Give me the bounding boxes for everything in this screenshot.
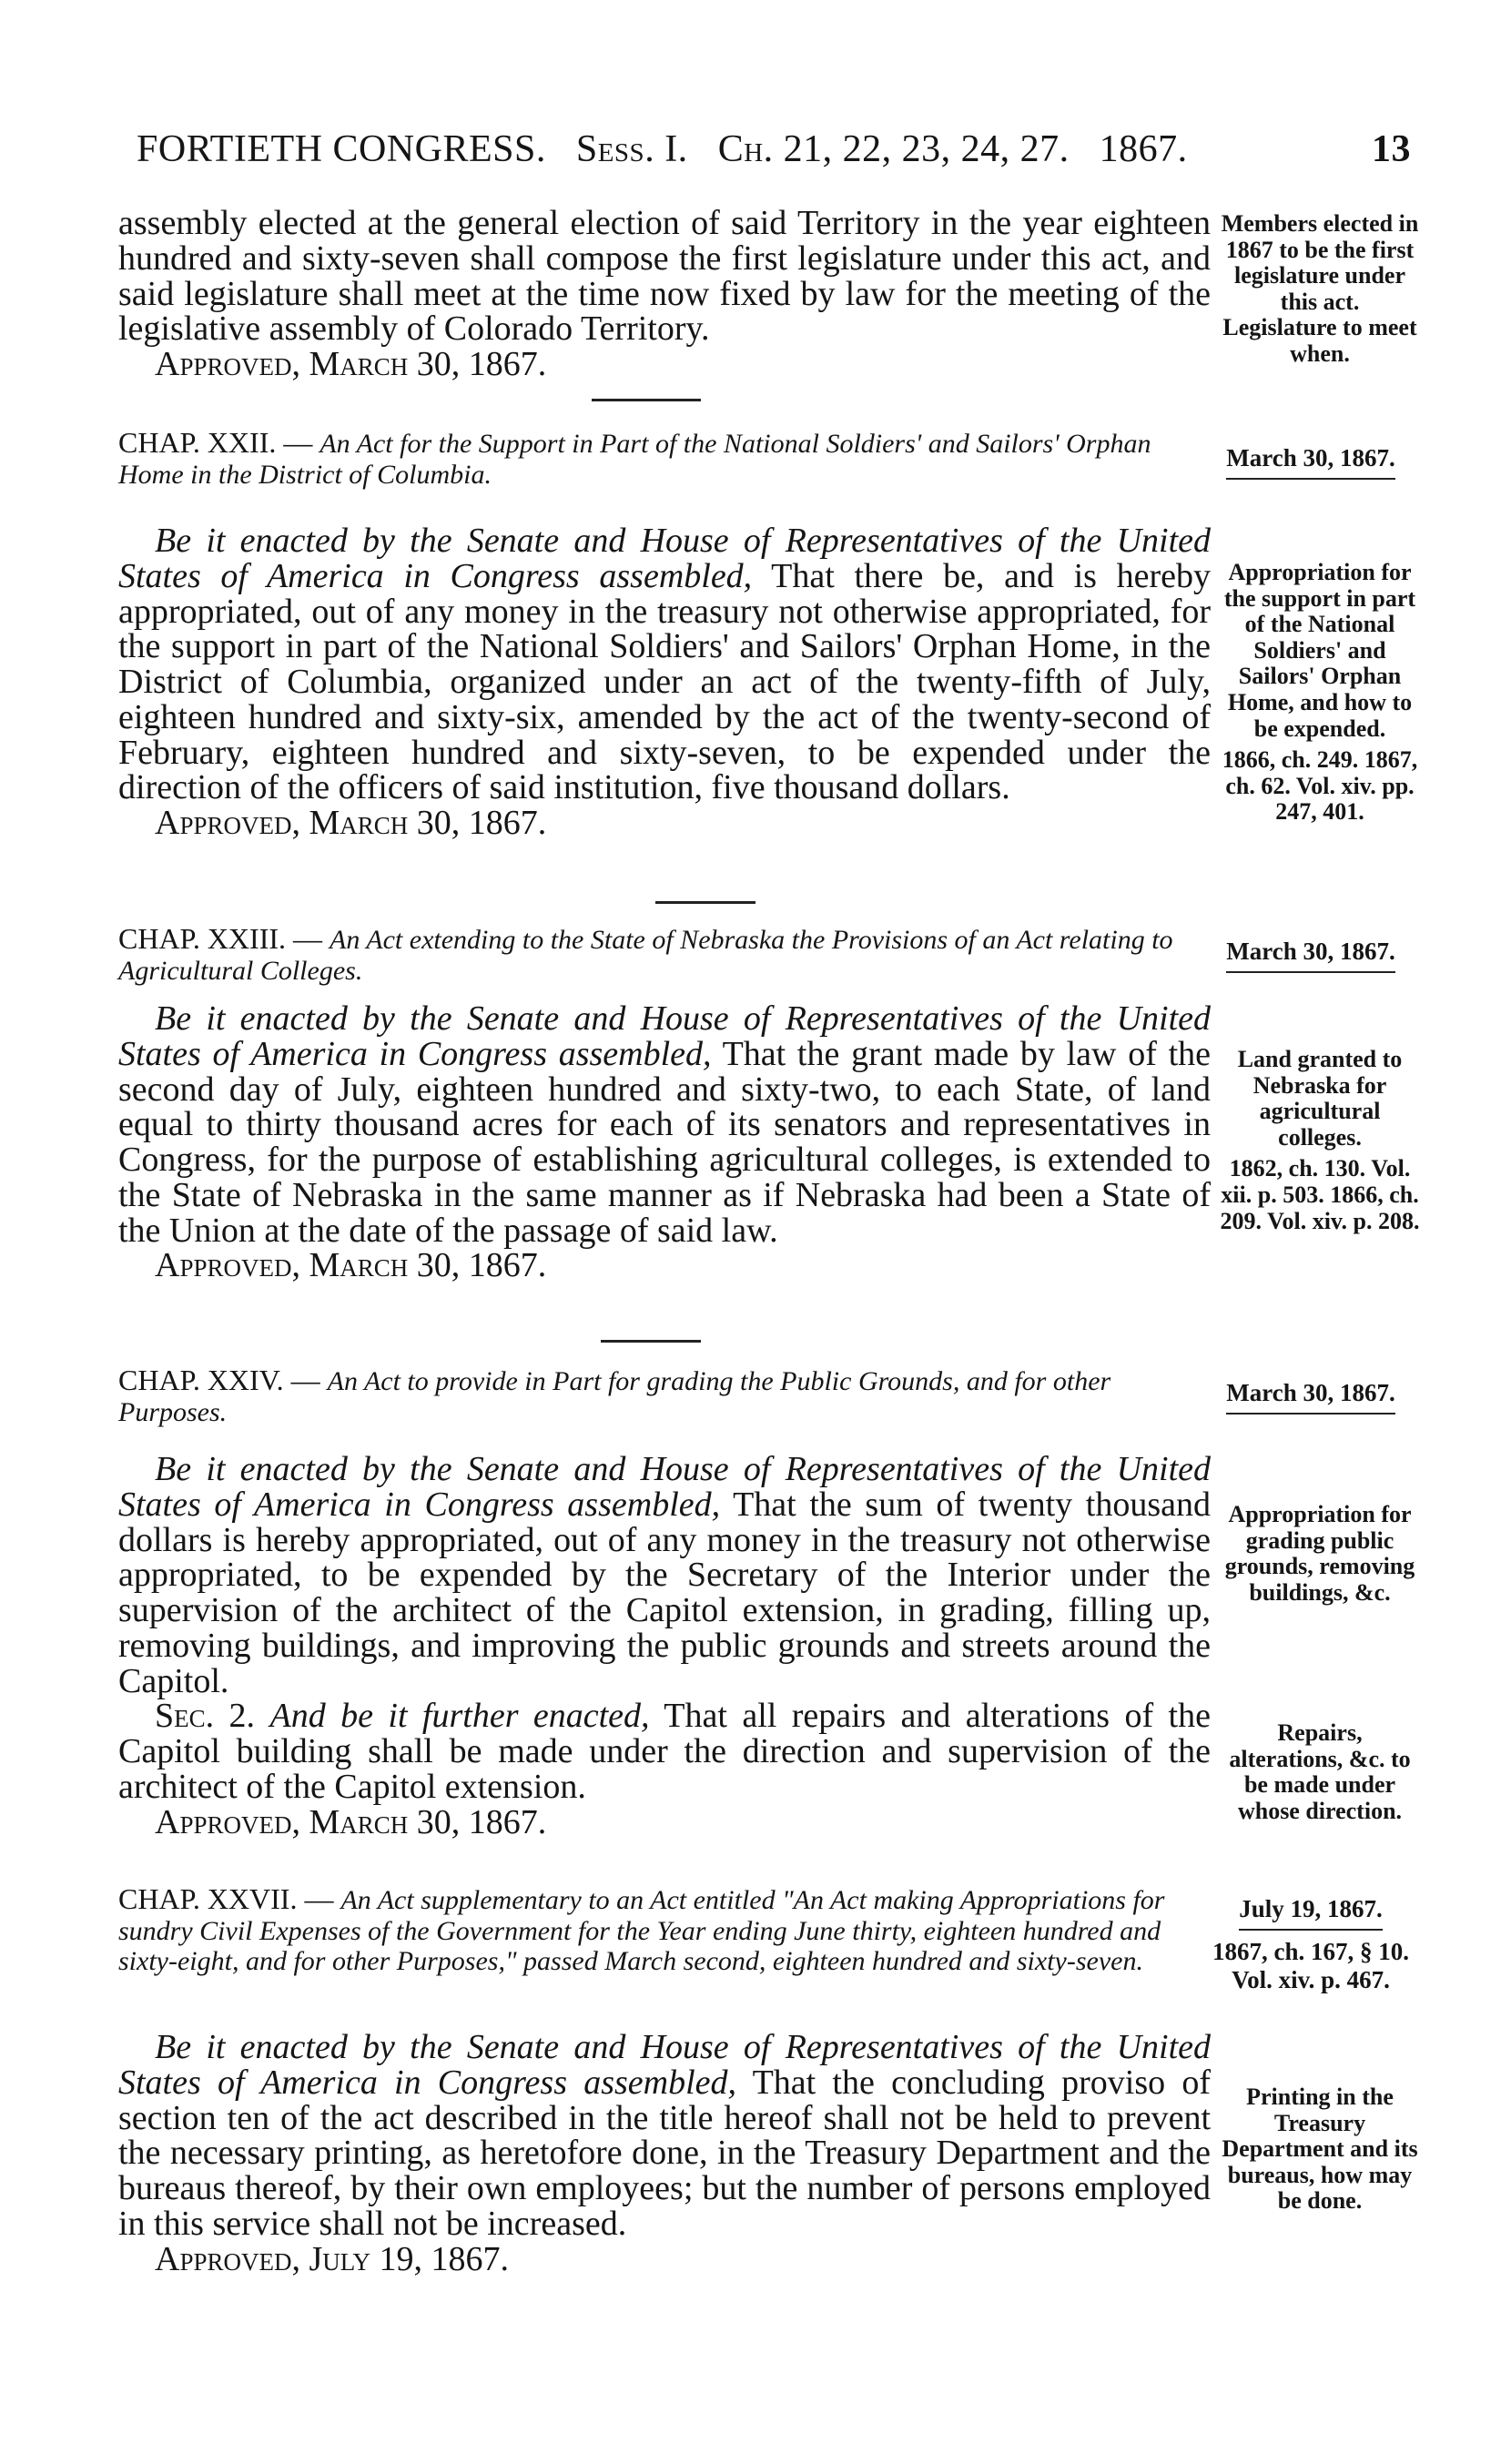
margin-note-text: Appropriation for grading public grounds, removing buildings, &c.	[1224, 1501, 1415, 1606]
approved-line: Approved, July 19, 1867.	[155, 2239, 510, 2278]
chapter-reference: 1867, ch. 167, § 10. Vol. xiv. p. 467.	[1212, 1938, 1409, 1993]
header-year: 1867.	[1099, 128, 1188, 170]
chapter-heading: CHAP. XXII. — An Act for the Support in Part of the National Soldiers' and Sailors' Orphan Home in the District of Columbia.	[118, 426, 1151, 490]
chapter-body	[118, 2030, 1211, 2276]
chapter-number: CHAP. XXII.	[118, 426, 277, 459]
chapter-title: An Act for the Support in Part of the National Soldiers' and Sailors' Orphan Home in the District of Columbia.	[118, 429, 1151, 490]
date-text: July 19, 1867.	[1239, 1895, 1383, 1931]
margin-note-text: 1862, ch. 130. Vol. xii. p. 503. 1866, ch. 209. Vol. xiv. p. 208.	[1220, 1155, 1420, 1234]
margin-note	[1220, 1047, 1420, 1234]
body-text: That there be, and is hereby appropriated, out of any money in the treasury not otherwise appropriated, for the support in part of the National Soldiers' and Sailors' Orphan Home, in the District of Columbia, organized under an act of the twenty-fifth of July, eighteen hundred and sixty-six, amended by the act of the twenty-second of February, eighteen hundred and sixty-seven, to be expended under the direction of the officers of said institution, five thousand dollars.	[118, 556, 1211, 807]
enacting-paragraph	[118, 523, 1211, 806]
body-text: That the concluding proviso of section ten of the act described in the title hereof shall not be held to prevent the necessary printing, as heretofore done, in the Treasury Department and the bureaus thereof, by their own employees; but the number of persons employed in this service shall not be increased.	[118, 2063, 1212, 2243]
enacting-clause: Be it enacted by the Senate and House of Representatives of the United States of America in Congress assembled,	[118, 999, 1211, 1073]
margin-note-text: Legislature to meet when.	[1222, 314, 1417, 367]
margin-note	[1220, 2084, 1420, 2215]
chapter-date	[1202, 1895, 1420, 1994]
chapter-body	[118, 1001, 1211, 1283]
continued-text: assembly elected at the general election of said Territory in the year eighteen hundred and sixty-seven shall compose the first legislature under this act, and said legislature shall meet at the time now fixed by law for the meeting of the legislative assembly of Colorado Territory.	[118, 204, 1211, 349]
enacting-paragraph	[118, 1452, 1211, 1698]
running-head	[137, 127, 1188, 171]
approved-line: Approved, March 30, 1867.	[155, 804, 547, 842]
chapter-body	[118, 1452, 1211, 1840]
chapter-date	[1202, 1379, 1420, 1415]
section-divider	[592, 399, 701, 401]
enacting-clause: Be it enacted by the Senate and House of Representatives of the United States of America in Congress assembled,	[118, 522, 1211, 595]
margin-note-text: Appropriation for the support in part of the National Soldiers' and Sailors' Orphan Home, and how to be expended.	[1223, 559, 1416, 742]
section-enacting: And be it further enacted,	[269, 1697, 650, 1736]
margin-note-text: 1866, ch. 249. 1867, ch. 62. Vol. xiv. pp. 247, 401.	[1222, 746, 1418, 826]
chapter-heading: CHAP. XXVII. — An Act supplementary to an Act entitled "An Act making Appropriations for sundry Civil Expenses of the Government for the Year ending June thirty, eighteen hundred and sixty-eight, and for other Purposes," passed March second, eighteen hundred and sixty-seven.	[118, 1882, 1165, 1977]
margin-note	[1220, 560, 1420, 826]
margin-note	[1220, 211, 1420, 368]
enacting-paragraph	[118, 2030, 1211, 2242]
enacting-clause: Be it enacted by the Senate and House of Representatives of the United States of America in Congress assembled,	[118, 1450, 1211, 1524]
date-text: March 30, 1867.	[1226, 1379, 1394, 1415]
approved-line: Approved, March 30, 1867.	[155, 345, 547, 383]
margin-note-text: Repairs, alterations, &c. to be made under whose direction.	[1229, 1719, 1411, 1824]
enacting-paragraph	[118, 1001, 1211, 1248]
section-continued	[118, 206, 1211, 382]
body-text: That all repairs and alterations of the Capitol building shall be made under the direction and supervision of the architect of the Capitol extension.	[118, 1697, 1211, 1806]
margin-note-text: Land granted to Nebraska for agricultural colleges.	[1237, 1046, 1403, 1151]
approved-line: Approved, March 30, 1867.	[155, 1802, 547, 1841]
chapter-number: CHAP. XXIII.	[118, 922, 286, 955]
running-title: FORTIETH CONGRESS.	[137, 128, 546, 170]
margin-note	[1220, 1720, 1420, 1824]
approved-line: Approved, March 30, 1867.	[155, 1246, 547, 1285]
chapter-number: CHAP. XXVII.	[118, 1882, 298, 1915]
chapter-title: An Act supplementary to an Act entitled "An Act making Appropriations for sundry Civil Expenses of the Government for the Year ending June thirty, eighteen hundred and sixty-eight, and for other Purposes," passed March second, eighteen hundred and sixty-seven.	[118, 1885, 1165, 1977]
section-paragraph	[118, 1698, 1211, 1804]
section-divider	[601, 1340, 701, 1343]
body-text: That the grant made by law of the second day of July, eighteen hundred and sixty-two, to each State, of land equal to thirty thousand acres for each of its senators and representatives in Congress, for the purpose of establishing agricultural colleges, is extended to the State of Nebraska in the same manner as if Nebraska had been a State of the Union at the date of the passage of said law.	[118, 1034, 1212, 1250]
chapters: Ch. 21, 22, 23, 24, 27.	[717, 128, 1070, 170]
enacting-clause: Be it enacted by the Senate and House of Representatives of the United States of America in Congress assembled,	[118, 2028, 1211, 2102]
date-text: March 30, 1867.	[1226, 444, 1394, 480]
date-text: March 30, 1867.	[1226, 938, 1394, 973]
chapter-heading: CHAP. XXIII. — An Act extending to the State of Nebraska the Provisions of an Act relating to Agricultural Colleges.	[118, 922, 1173, 986]
chapter-body	[118, 523, 1211, 841]
margin-note-text: Members elected in 1867 to be the first legislature under this act.	[1221, 210, 1419, 315]
chapter-title: An Act to provide in Part for grading the Public Grounds, and for other Purposes.	[118, 1366, 1111, 1427]
chapter-date	[1202, 938, 1420, 973]
margin-note	[1220, 1502, 1420, 1606]
page-number: 13	[1372, 128, 1411, 170]
body-text: That the sum of twenty thousand dollars is hereby appropriated, out of any money in the treasury not otherwise appropriated, to be expended by the Secretary of the Interior under the supervision of the architect of the Capitol extension, in grading, filling up, removing buildings, and improving the public grounds and streets around the Capitol.	[118, 1485, 1211, 1700]
chapter-number: CHAP. XXIV.	[118, 1364, 284, 1396]
session: Sess. I.	[575, 128, 688, 170]
section-label: Sec. 2.	[155, 1697, 256, 1736]
chapter-date	[1202, 444, 1420, 480]
chapter-title: An Act extending to the State of Nebraska the Provisions of an Act relating to Agricultural Colleges.	[118, 925, 1173, 986]
chapter-heading: CHAP. XXIV. — An Act to provide in Part for grading the Public Grounds, and for other Purposes.	[118, 1364, 1111, 1427]
section-divider	[655, 901, 756, 904]
margin-note-text: Printing in the Treasury Department and its bureaus, how may be done.	[1222, 2084, 1418, 2215]
page-header	[137, 127, 1411, 173]
